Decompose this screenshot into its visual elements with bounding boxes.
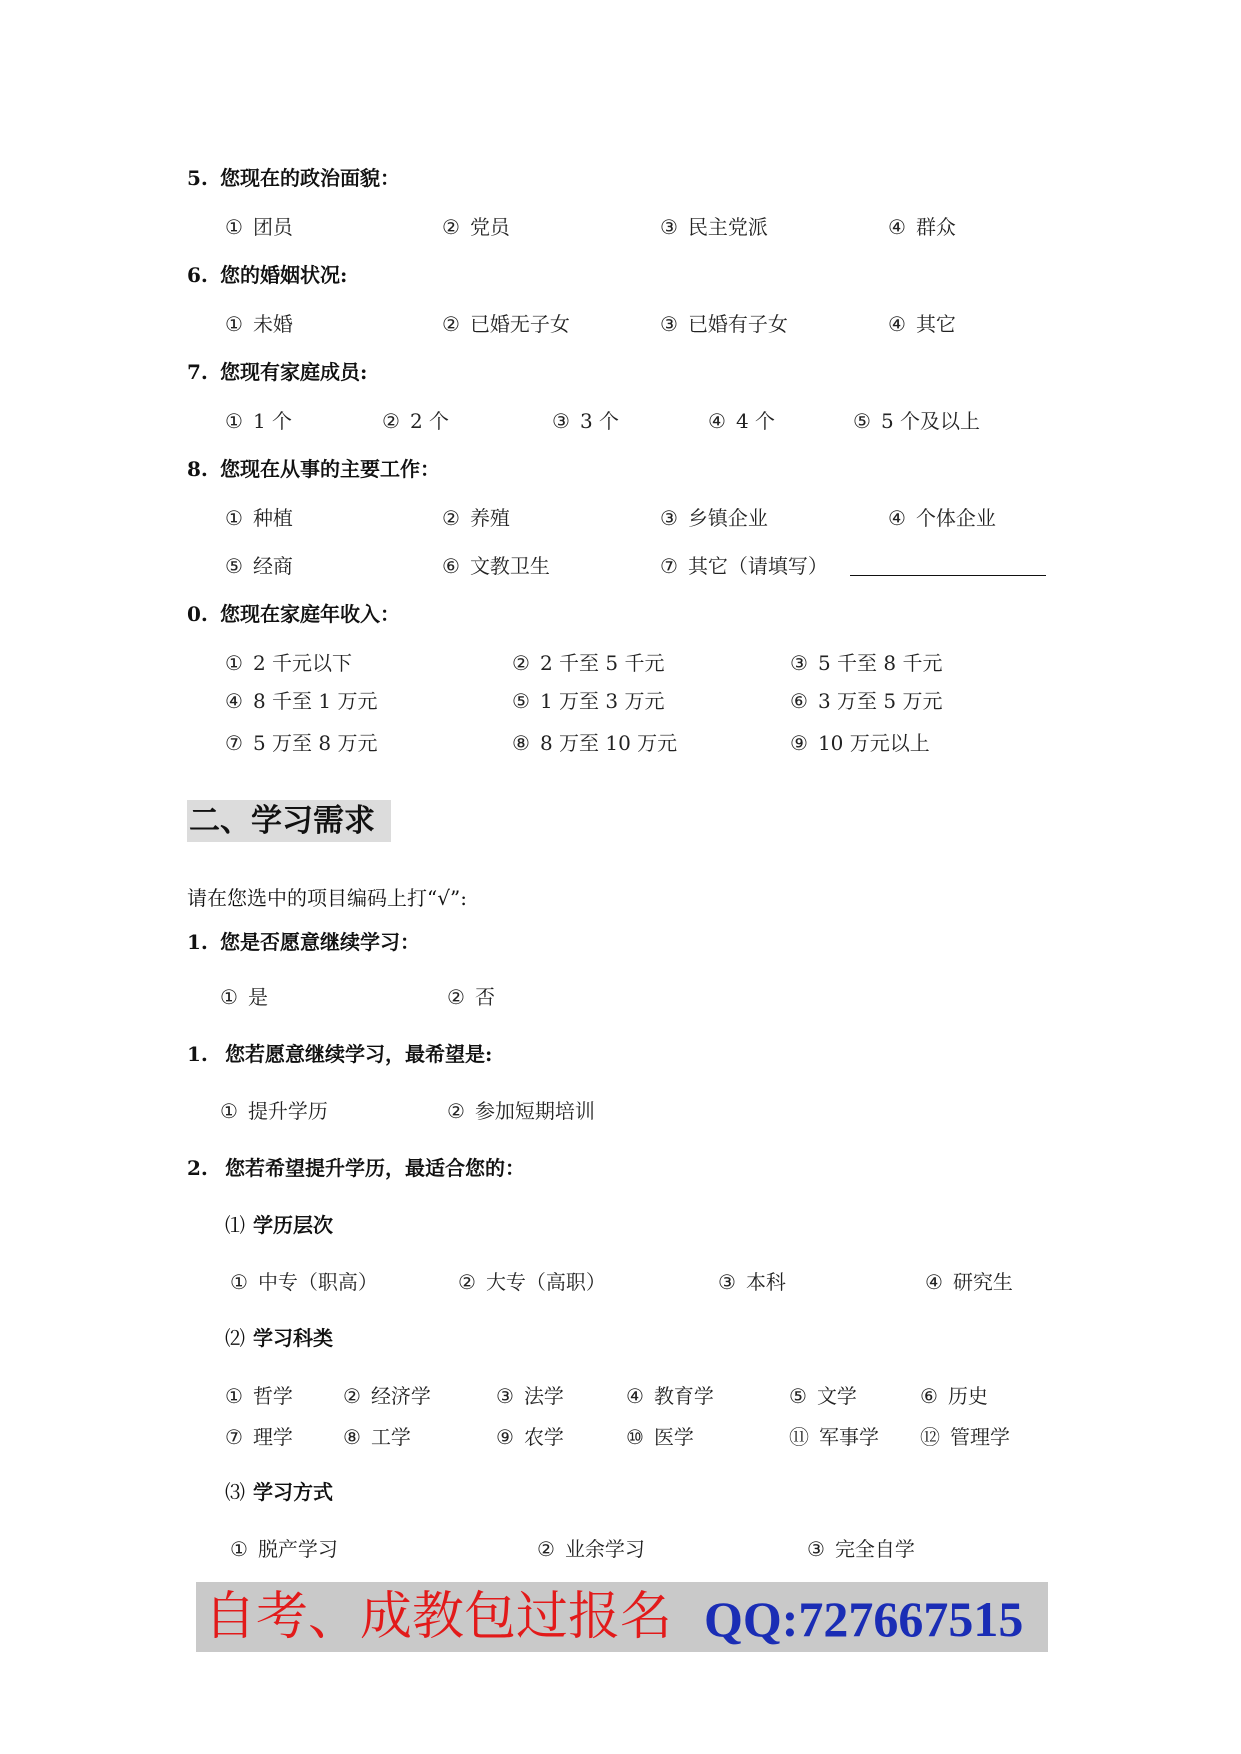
option[interactable]: ② 养殖	[442, 506, 510, 530]
question-8: 8. 您现在从事的主要工作：	[187, 457, 440, 481]
subheading-mode: ⑶ 学习方式	[225, 1480, 333, 1504]
option[interactable]: ② 2 千至 5 千元	[512, 651, 665, 675]
fill-in-blank-line[interactable]	[850, 575, 1046, 576]
option[interactable]: ④ 其它	[888, 312, 956, 336]
option[interactable]: ⑪ 军事学	[789, 1425, 879, 1449]
option[interactable]: ⑦ 理学	[225, 1425, 293, 1449]
option[interactable]: ③ 本科	[718, 1270, 786, 1294]
option[interactable]: ⑥ 历史	[920, 1384, 988, 1408]
option[interactable]: ① 是	[220, 985, 268, 1009]
option[interactable]: ⑤ 5 个及以上	[853, 409, 981, 433]
option[interactable]: ③ 法学	[496, 1384, 564, 1408]
question-7: 7. 您现有家庭成员:	[187, 360, 368, 384]
option[interactable]: ① 1 个	[225, 409, 293, 433]
option[interactable]: ② 党员	[442, 215, 510, 239]
option[interactable]: ④ 教育学	[626, 1384, 714, 1408]
option[interactable]: ① 2 千元以下	[225, 651, 353, 675]
option[interactable]: ② 经济学	[343, 1384, 431, 1408]
question-preference: 1. 您若愿意继续学习，最希望是:	[187, 1042, 493, 1066]
ad-text-qq: QQ:727667515	[704, 1591, 1024, 1647]
option[interactable]: ③ 5 千至 8 千元	[790, 651, 943, 675]
option[interactable]: ② 否	[447, 985, 495, 1009]
question-6: 6. 您的婚姻状况:	[187, 263, 348, 287]
option[interactable]: ② 2 个	[382, 409, 450, 433]
option[interactable]: ③ 乡镇企业	[660, 506, 768, 530]
option[interactable]: ⑥ 3 万至 5 万元	[790, 689, 943, 713]
option[interactable]: ③ 3 个	[552, 409, 620, 433]
ad-text-red: 自考、成教包过报名	[204, 1587, 673, 1647]
option[interactable]: ⑤ 文学	[789, 1384, 857, 1408]
option[interactable]: ⑧ 8 万至 10 万元	[512, 731, 678, 755]
option[interactable]: ③ 民主党派	[660, 215, 768, 239]
option[interactable]: ⑤ 经商	[225, 554, 293, 578]
question-continue-study: 1. 您是否愿意继续学习：	[187, 930, 420, 954]
ad-banner	[196, 1582, 1048, 1652]
option[interactable]: ② 大专（高职）	[458, 1270, 606, 1294]
option[interactable]: ⑩ 医学	[626, 1425, 694, 1449]
option[interactable]: ① 团员	[225, 215, 293, 239]
question-income: 0. 您现在家庭年收入：	[187, 602, 400, 626]
question-degree: 2. 您若希望提升学历，最适合您的：	[187, 1156, 525, 1180]
option[interactable]: ④ 研究生	[925, 1270, 1013, 1294]
option[interactable]: ⑤ 1 万至 3 万元	[512, 689, 665, 713]
section-title: 二、学习需求	[187, 800, 391, 842]
option[interactable]: ⑫ 管理学	[920, 1425, 1010, 1449]
option[interactable]: ② 已婚无子女	[442, 312, 570, 336]
option[interactable]: ① 脱产学习	[230, 1537, 338, 1561]
option[interactable]: ⑧ 工学	[343, 1425, 411, 1449]
option[interactable]: ② 业余学习	[537, 1537, 645, 1561]
option[interactable]: ⑨ 农学	[496, 1425, 564, 1449]
option[interactable]: ① 中专（职高）	[230, 1270, 378, 1294]
subheading-subject: ⑵ 学习科类	[225, 1326, 333, 1350]
option[interactable]: ① 未婚	[225, 312, 293, 336]
option[interactable]: ③ 完全自学	[807, 1537, 915, 1561]
option[interactable]: ⑥ 文教卫生	[442, 554, 550, 578]
option[interactable]: ⑦ 5 万至 8 万元	[225, 731, 378, 755]
option[interactable]: ③ 已婚有子女	[660, 312, 788, 336]
subheading-level: ⑴ 学历层次	[225, 1213, 333, 1237]
instruction-note: 请在您选中的项目编码上打“√”:	[187, 886, 467, 910]
option[interactable]: ⑨ 10 万元以上	[790, 731, 930, 755]
option[interactable]: ① 种植	[225, 506, 293, 530]
option[interactable]: ④ 群众	[888, 215, 956, 239]
question-5: 5. 您现在的政治面貌：	[187, 166, 400, 190]
option[interactable]: ⑦ 其它（请填写）	[660, 554, 828, 578]
option[interactable]: ④ 8 千至 1 万元	[225, 689, 378, 713]
option[interactable]: ④ 个体企业	[888, 506, 996, 530]
option[interactable]: ① 提升学历	[220, 1099, 328, 1123]
option[interactable]: ① 哲学	[225, 1384, 293, 1408]
option[interactable]: ② 参加短期培训	[447, 1099, 595, 1123]
option[interactable]: ④ 4 个	[708, 409, 776, 433]
